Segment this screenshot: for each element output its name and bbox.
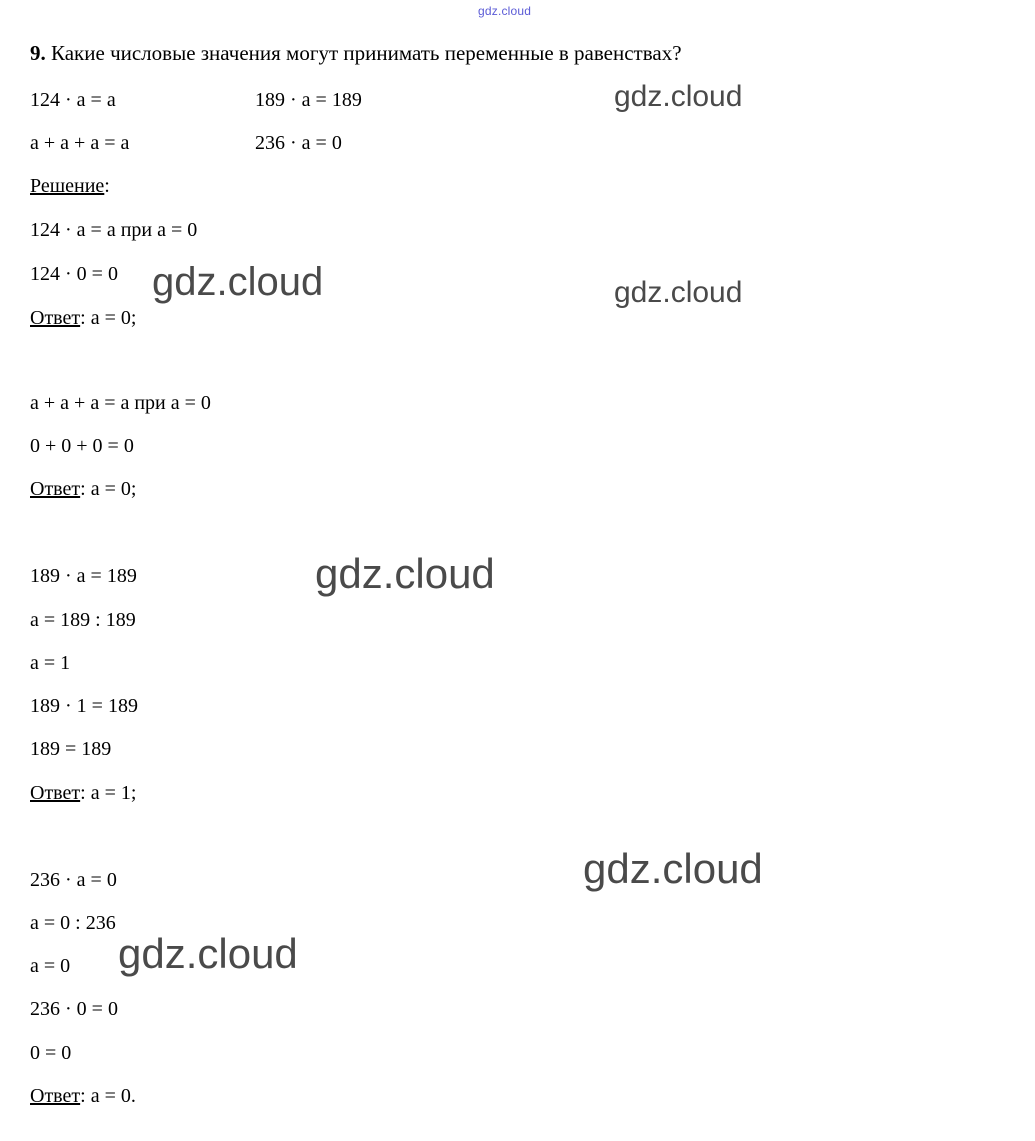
solution-step: 189 = 189	[30, 738, 112, 760]
solution-step: a = 0 : 236	[30, 912, 116, 934]
answer-value: : a = 0.	[80, 1085, 136, 1107]
solution-step: 189 · a = 189	[30, 565, 137, 587]
task-question: Какие числовые значения могут принимать переменные в равенствах?	[51, 41, 682, 65]
solution-step: 236 · a = 0	[30, 869, 117, 891]
solution-step: a = 0	[30, 955, 71, 977]
solution-step: a = 189 : 189	[30, 609, 136, 631]
watermark-large: gdz.cloud	[614, 276, 743, 309]
equation-right-1: 189 · a = 189	[255, 89, 362, 111]
equation-left-2: a + a + a = a	[30, 132, 130, 154]
watermark-large: gdz.cloud	[583, 845, 763, 892]
watermark-large: gdz.cloud	[152, 260, 324, 304]
solution-answer	[30, 1084, 136, 1108]
task-number: 9.	[30, 41, 46, 65]
answer-value: : a = 1;	[80, 782, 137, 804]
solution-answer	[30, 306, 136, 330]
equation-left-1: 124 · a = a	[30, 89, 116, 111]
solution-label-colon: :	[104, 175, 110, 197]
solution-step: 124 · 0 = 0	[30, 263, 118, 285]
answer-word: Ответ	[30, 782, 81, 804]
answer-word: Ответ	[30, 1085, 81, 1107]
watermark-large: gdz.cloud	[614, 80, 743, 113]
solution-step: a + a + a = a при a = 0	[30, 392, 211, 414]
answer-word: Ответ	[30, 478, 81, 500]
solution-step: 0 + 0 + 0 = 0	[30, 435, 134, 457]
solution-answer	[30, 781, 136, 805]
watermark-top: gdz.cloud	[478, 4, 532, 18]
solution-step: 236 · 0 = 0	[30, 998, 118, 1020]
solution-answer	[30, 477, 136, 501]
solution-step: a = 1	[30, 652, 71, 674]
solution-label-word: Решение	[30, 175, 105, 197]
solution-label	[30, 175, 110, 198]
task-statement	[30, 40, 682, 66]
watermark-large: gdz.cloud	[315, 550, 495, 597]
solution-step: 124 · a = a при a = 0	[30, 219, 198, 241]
answer-word: Ответ	[30, 307, 81, 329]
watermark-large: gdz.cloud	[118, 930, 298, 977]
solution-step: 189 · 1 = 189	[30, 695, 138, 717]
answer-value: : a = 0;	[80, 307, 137, 329]
equation-right-2: 236 · a = 0	[255, 132, 342, 154]
answer-value: : a = 0;	[80, 478, 137, 500]
solution-step: 0 = 0	[30, 1042, 72, 1064]
